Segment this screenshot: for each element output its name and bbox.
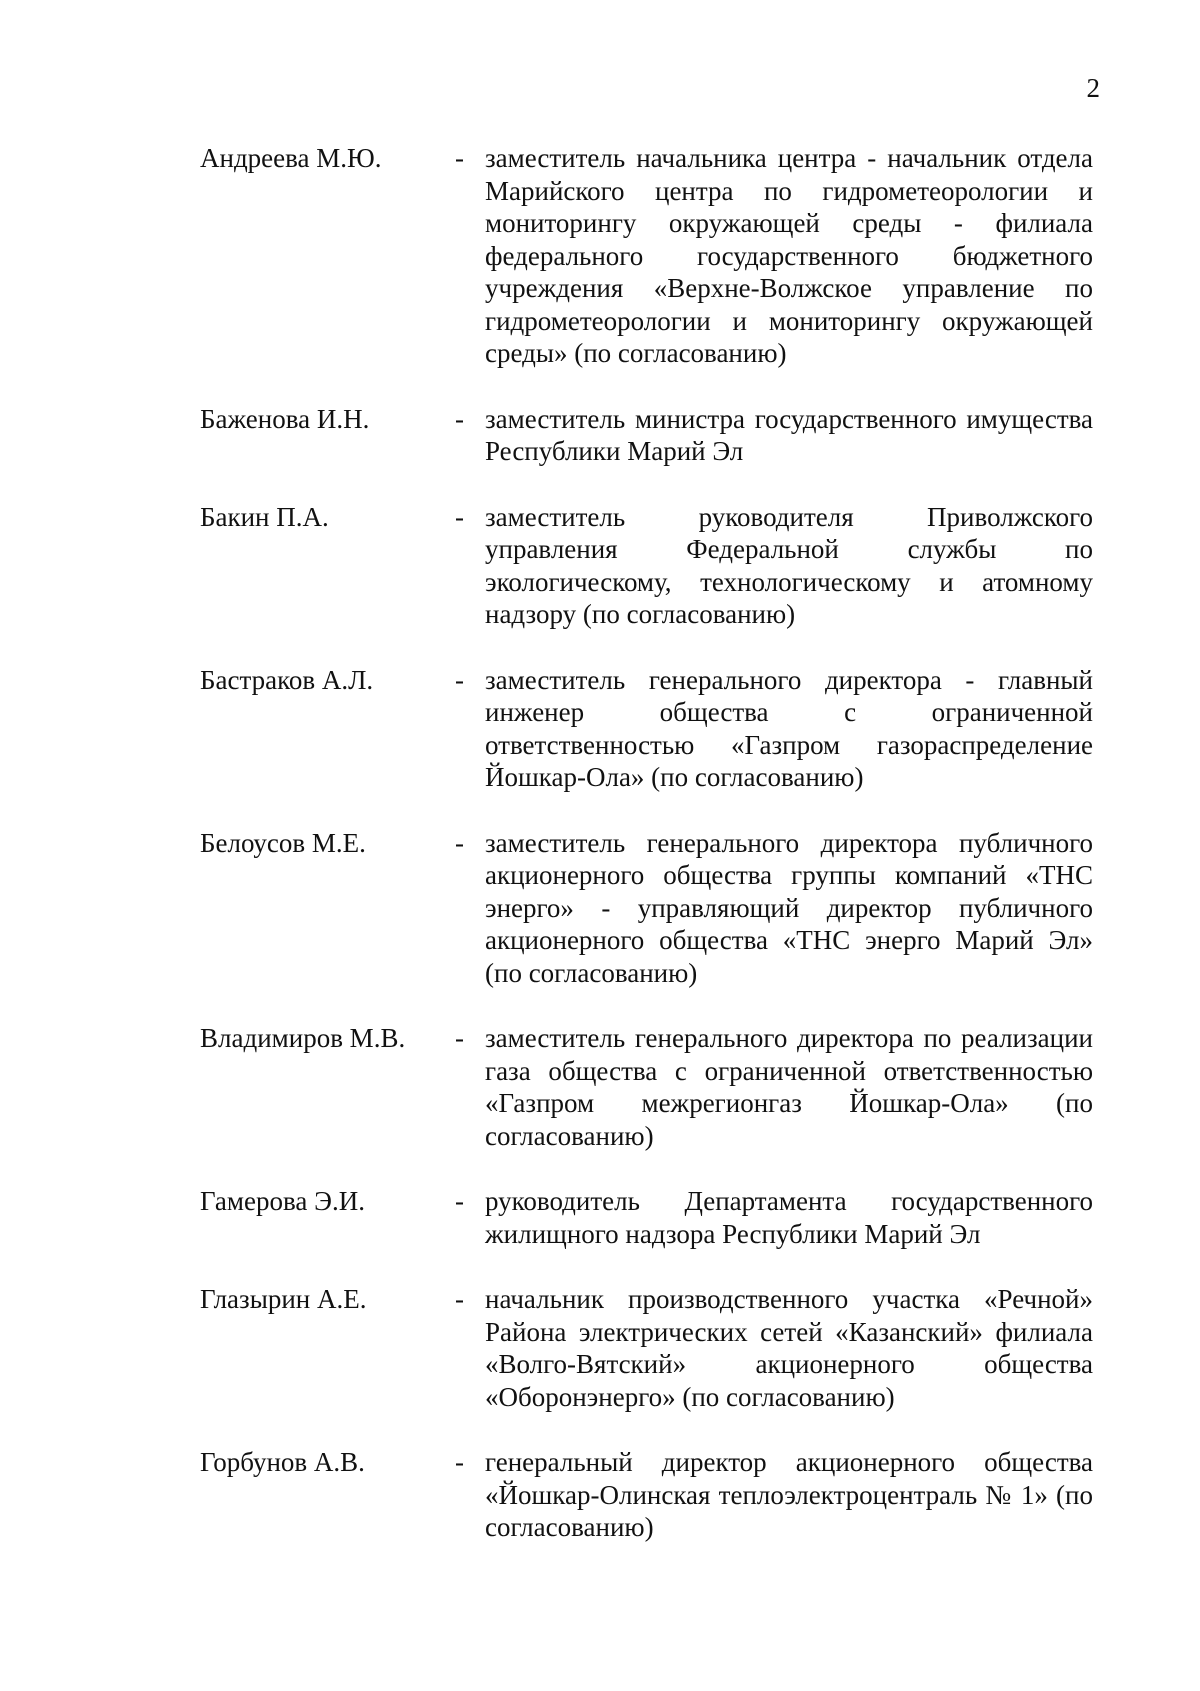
dash-separator: - (455, 827, 464, 858)
member-position: руководитель Департамента государственного жилищного надзора Республики Марий Эл (485, 1186, 1093, 1249)
member-position: заместитель генерального директора - главный инженер общества с ограниченной ответственностью «Газпром газораспределение Йошкар-Ола» (по согласованию) (485, 664, 1093, 792)
dash-separator: - (455, 143, 464, 173)
member-name: Глазырин А.Е. (200, 1284, 367, 1314)
list-item (0, 1185, 1200, 1250)
member-position: начальник производственного участка «Речной» Района электрических сетей «Казанский» филиала «Волго-Вятский» акционерного общества «Оборонэнерго» (по согласованию) (485, 1284, 1093, 1412)
list-item (0, 664, 1200, 794)
member-position: заместитель генерального директора по реализации газа общества с ограниченной ответственностью «Газпром межрегионгаз Йошкар-Ола» (по согласованию) (485, 1023, 1093, 1151)
member-name: Белоусов М.Е. (200, 827, 366, 858)
member-position: заместитель начальника центра - начальник отдела Марийского центра по гидрометеорологии и мониторингу окружающей среды - филиала федерального государственного бюджетного учреждения «Верхне-Волжское управление по гидрометеорологии и мониторингу окружающей среды» (по согласованию) (485, 143, 1093, 368)
list-item (0, 1283, 1200, 1413)
dash-separator: - (455, 1186, 464, 1216)
member-name: Горбунов А.В. (200, 1447, 365, 1477)
dash-separator: - (455, 664, 464, 695)
list-item (0, 501, 1200, 631)
member-position: заместитель руководителя Приволжского управления Федеральной службы по экологическому, технологическому и атомному надзору (по согласованию) (485, 501, 1093, 629)
dash-separator: - (455, 1023, 464, 1053)
dash-separator: - (455, 1447, 464, 1477)
member-name: Баженова И.Н. (200, 403, 370, 434)
list-item (0, 1022, 1200, 1152)
list-item (0, 827, 1200, 990)
member-name: Гамерова Э.И. (200, 1186, 365, 1216)
member-position: заместитель министра государственного имущества Республики Марий Эл (485, 403, 1093, 466)
dash-separator: - (455, 403, 464, 434)
list-item (0, 1446, 1200, 1544)
member-name: Владимиров М.В. (200, 1023, 406, 1053)
dash-separator: - (455, 1284, 464, 1314)
member-name: Бастраков А.Л. (200, 664, 374, 695)
member-position: генеральный директор акционерного общества «Йошкар-Олинская теплоэлектроцентраль № 1» (по согласованию) (485, 1447, 1093, 1542)
dash-separator: - (455, 501, 464, 532)
member-name: Андреева М.Ю. (200, 143, 382, 173)
page-number: 2 (1086, 73, 1100, 103)
list-item (0, 403, 1200, 468)
member-position: заместитель генерального директора публичного акционерного общества группы компаний «ТНС энерго» - управляющий директор публичного акционерного общества «ТНС энерго Марий Эл» (по согласованию) (485, 827, 1093, 988)
member-name: Бакин П.А. (200, 501, 329, 532)
members-list (0, 142, 1200, 1544)
list-item (0, 142, 1200, 370)
